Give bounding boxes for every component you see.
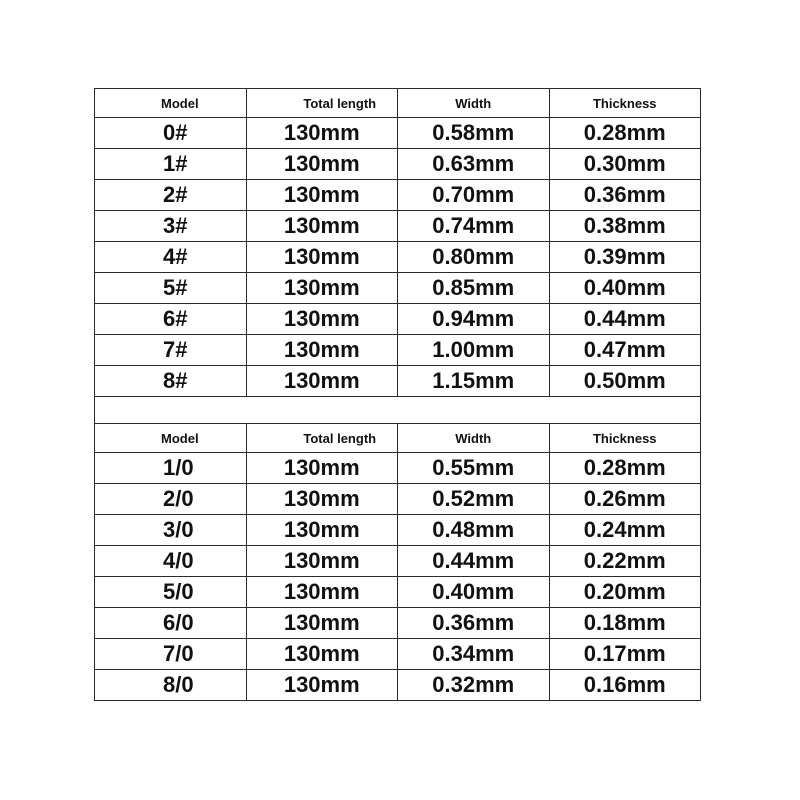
table-row [95,639,701,670]
cell-thickness: 0.30mm [549,149,701,180]
cell-width: 0.48mm [398,515,550,546]
section-divider [95,397,701,424]
cell-model: 3# [95,211,247,242]
cell-width: 0.85mm [398,273,550,304]
cell-thickness: 0.28mm [549,118,701,149]
cell-total-length: 130mm [246,546,398,577]
cell-model: 7/0 [95,639,247,670]
header-width: Width [398,424,550,453]
cell-thickness: 0.17mm [549,639,701,670]
cell-width: 0.74mm [398,211,550,242]
cell-total-length: 130mm [246,118,398,149]
cell-width: 0.40mm [398,577,550,608]
table-row [95,118,701,149]
cell-model: 6# [95,304,247,335]
cell-width: 0.55mm [398,453,550,484]
cell-thickness: 0.38mm [549,211,701,242]
cell-thickness: 0.22mm [549,546,701,577]
cell-width: 0.36mm [398,608,550,639]
cell-model: 2# [95,180,247,211]
table-row [95,273,701,304]
cell-total-length: 130mm [246,149,398,180]
header-model: Model [95,424,247,453]
cell-model: 4# [95,242,247,273]
cell-total-length: 130mm [246,639,398,670]
cell-total-length: 130mm [246,608,398,639]
header-thickness: Thickness [549,89,701,118]
cell-model: 3/0 [95,515,247,546]
cell-width: 0.80mm [398,242,550,273]
cell-width: 0.63mm [398,149,550,180]
cell-model: 5/0 [95,577,247,608]
cell-model: 6/0 [95,608,247,639]
header-thickness: Thickness [549,424,701,453]
table-row [95,608,701,639]
cell-total-length: 130mm [246,515,398,546]
header-total-length: Total length [246,89,398,118]
cell-thickness: 0.16mm [549,670,701,701]
cell-total-length: 130mm [246,335,398,366]
table-row [95,546,701,577]
cell-total-length: 130mm [246,484,398,515]
cell-thickness: 0.40mm [549,273,701,304]
cell-total-length: 130mm [246,366,398,397]
cell-model: 5# [95,273,247,304]
header-model: Model [95,89,247,118]
cell-width: 0.44mm [398,546,550,577]
size-table-body [95,89,701,701]
cell-width: 0.34mm [398,639,550,670]
cell-total-length: 130mm [246,180,398,211]
divider-cell [95,397,701,424]
cell-thickness: 0.24mm [549,515,701,546]
cell-thickness: 0.20mm [549,577,701,608]
cell-width: 0.32mm [398,670,550,701]
table-row [95,670,701,701]
bottom-header-row [95,424,701,453]
table-row [95,453,701,484]
cell-model: 8/0 [95,670,247,701]
table-row [95,180,701,211]
table-row [95,366,701,397]
table-row [95,304,701,335]
cell-width: 0.94mm [398,304,550,335]
cell-thickness: 0.50mm [549,366,701,397]
cell-thickness: 0.26mm [549,484,701,515]
cell-thickness: 0.28mm [549,453,701,484]
cell-total-length: 130mm [246,273,398,304]
cell-model: 8# [95,366,247,397]
cell-model: 4/0 [95,546,247,577]
cell-thickness: 0.44mm [549,304,701,335]
cell-total-length: 130mm [246,304,398,335]
cell-thickness: 0.18mm [549,608,701,639]
header-total-length: Total length [246,424,398,453]
cell-model: 2/0 [95,484,247,515]
cell-width: 0.70mm [398,180,550,211]
cell-model: 1/0 [95,453,247,484]
table-row [95,335,701,366]
cell-thickness: 0.36mm [549,180,701,211]
cell-width: 0.58mm [398,118,550,149]
cell-model: 0# [95,118,247,149]
table-row [95,149,701,180]
size-chart [94,88,700,701]
header-width: Width [398,89,550,118]
cell-total-length: 130mm [246,670,398,701]
table-row [95,242,701,273]
cell-total-length: 130mm [246,242,398,273]
table-row [95,515,701,546]
cell-total-length: 130mm [246,453,398,484]
cell-thickness: 0.39mm [549,242,701,273]
cell-total-length: 130mm [246,577,398,608]
cell-total-length: 130mm [246,211,398,242]
cell-model: 1# [95,149,247,180]
table-row [95,211,701,242]
cell-model: 7# [95,335,247,366]
cell-width: 1.15mm [398,366,550,397]
cell-thickness: 0.47mm [549,335,701,366]
size-table [94,88,701,701]
top-header-row [95,89,701,118]
table-row [95,577,701,608]
cell-width: 0.52mm [398,484,550,515]
table-row [95,484,701,515]
cell-width: 1.00mm [398,335,550,366]
